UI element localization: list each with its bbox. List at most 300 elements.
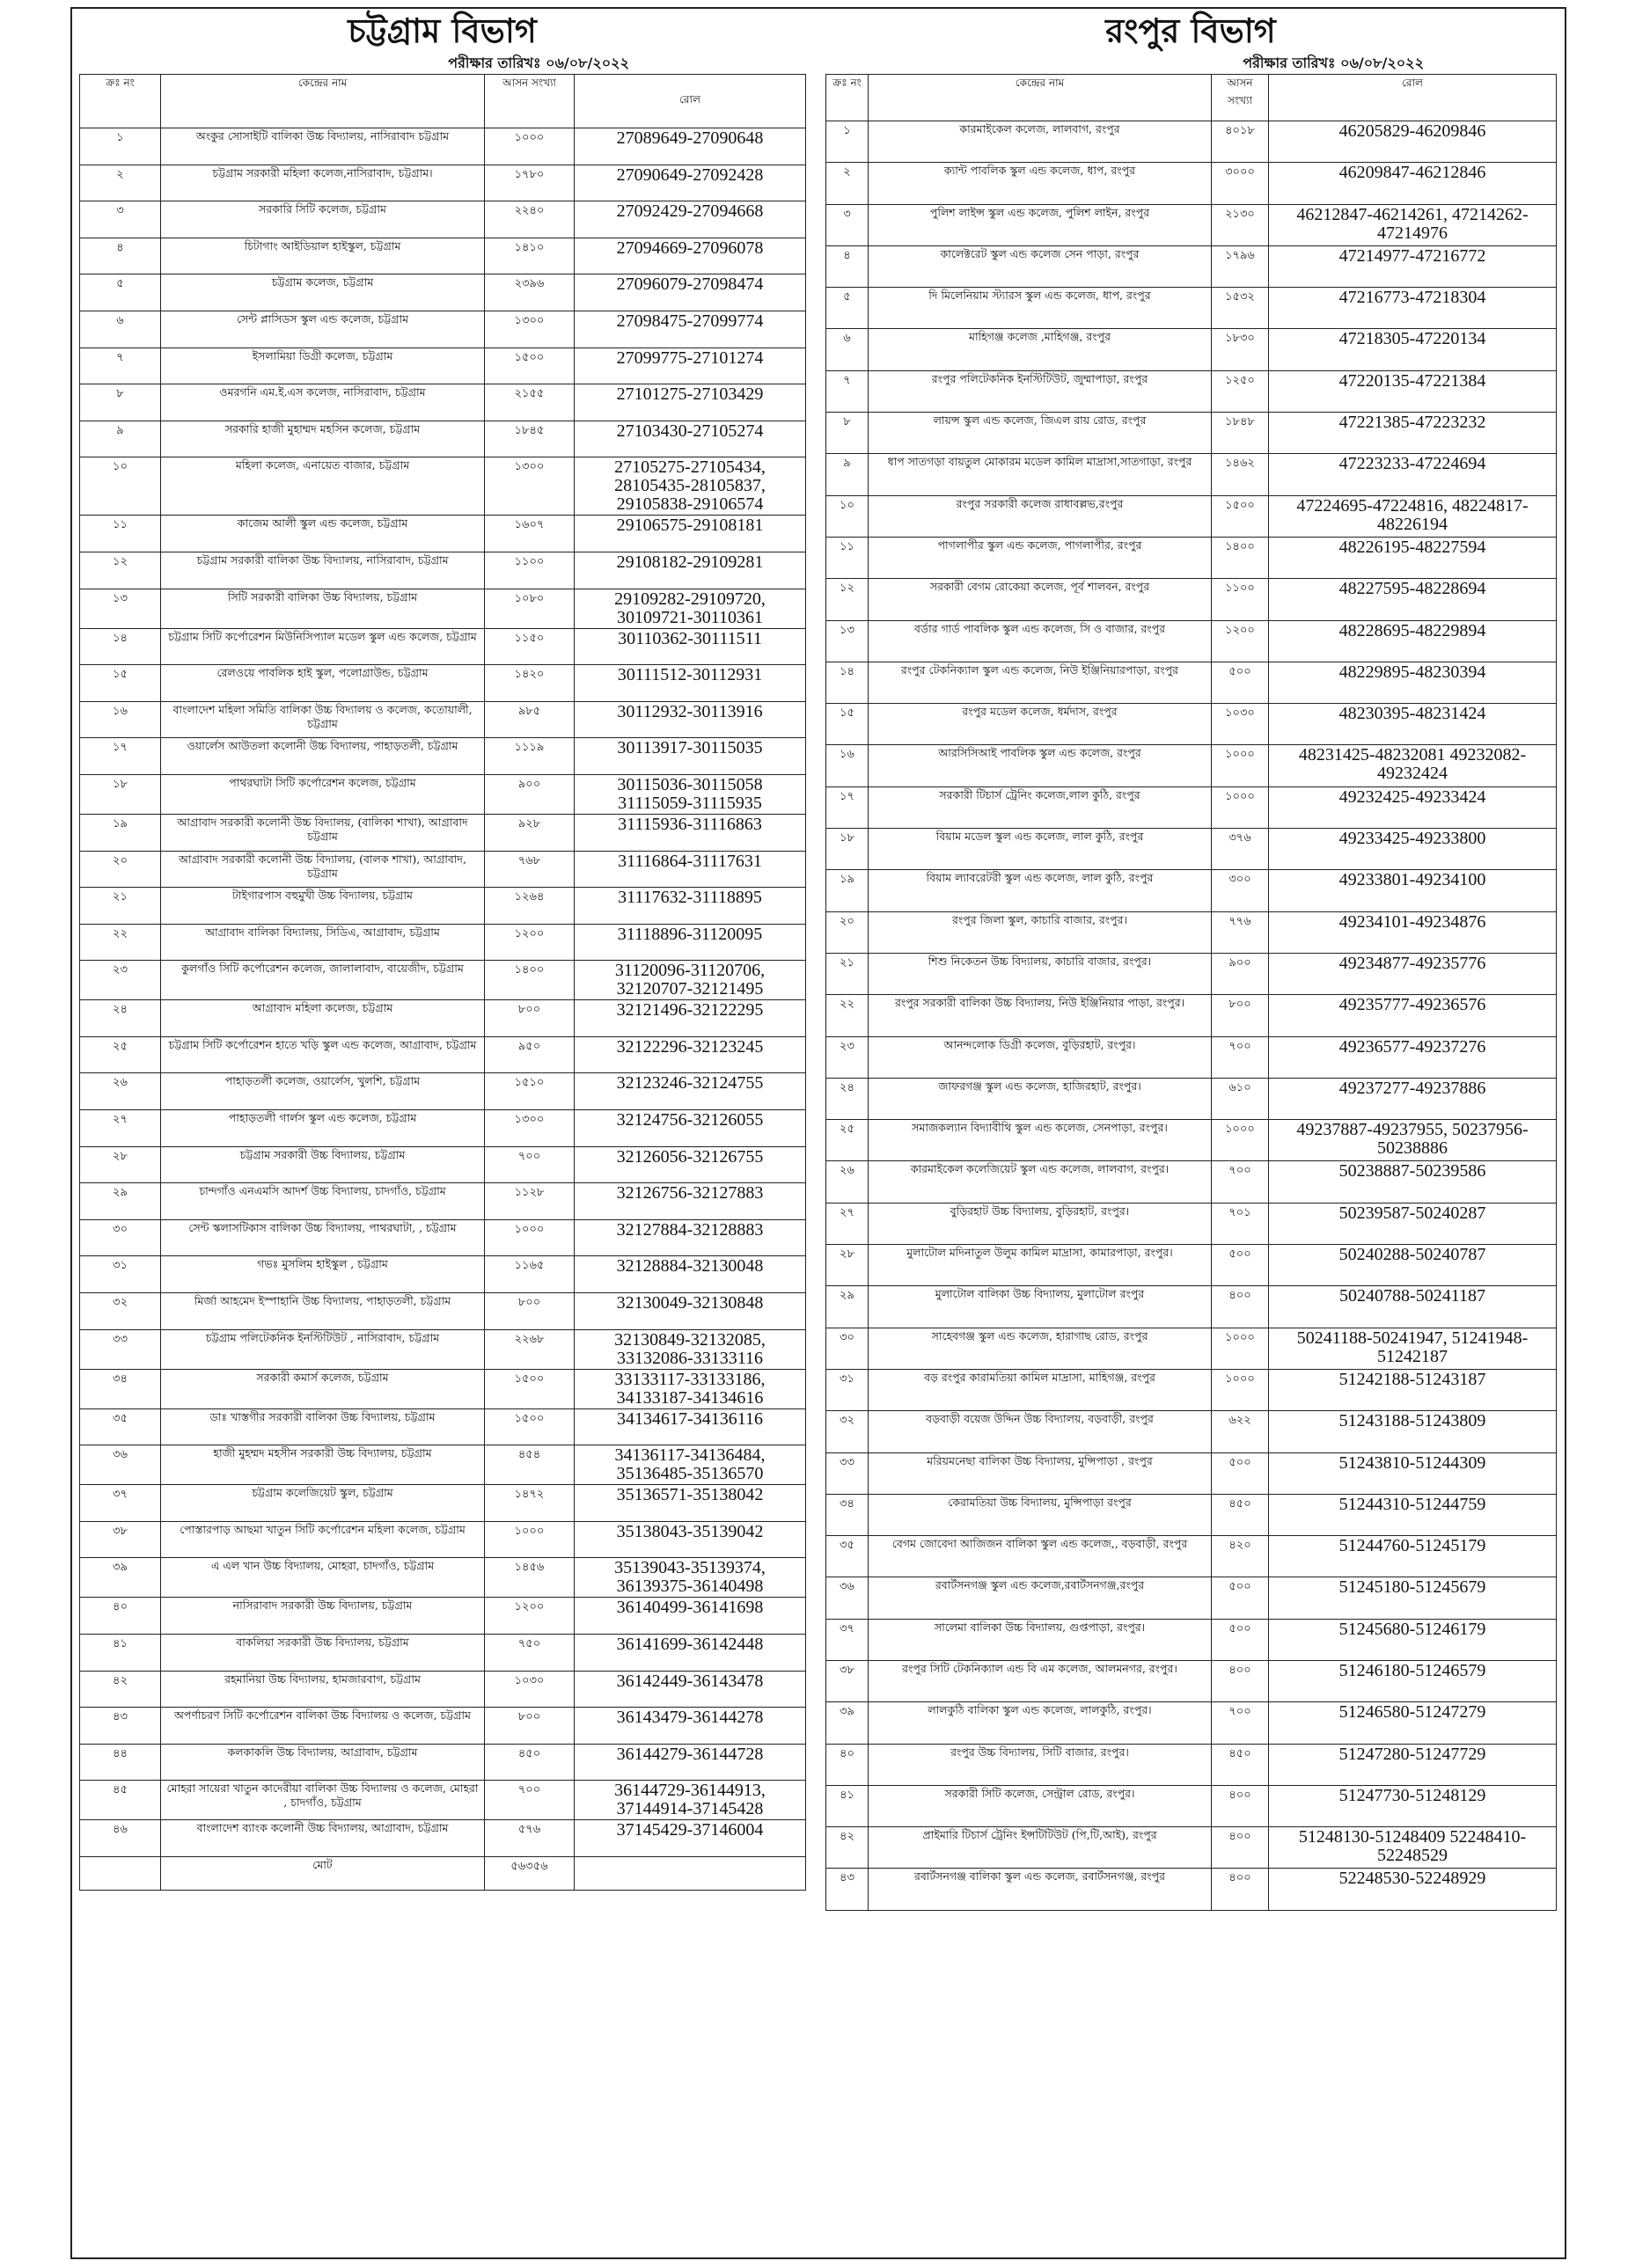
row-center-name: চট্টগ্রাম কলেজিয়েট স্কুল, চট্টগ্রাম	[161, 1485, 485, 1522]
row-sl: ৭	[826, 370, 869, 412]
row-sl: ৩০	[826, 1328, 869, 1369]
row-roll: 31120096-31120706, 32120707-32121495	[575, 961, 806, 1000]
row-roll: 49233425-49233800	[1269, 829, 1557, 870]
row-seats: ৪০০	[1212, 1869, 1269, 1910]
row-roll: 47221385-47223232	[1269, 413, 1557, 454]
row-seats: ১০৩০	[1212, 704, 1269, 745]
table-row	[826, 1744, 1557, 1785]
row-sl: ৪২	[80, 1671, 161, 1708]
table-row	[826, 1203, 1557, 1244]
row-sl: ৫	[826, 288, 869, 329]
row-roll: 29106575-29108181	[575, 516, 806, 552]
row-sl: ২	[826, 163, 869, 204]
table-row	[826, 911, 1557, 953]
row-sl: ৩	[80, 201, 161, 238]
table-header	[826, 75, 1557, 121]
row-center-name: রংপুর মডেল কলেজ, ধর্মদাস, রংপুর	[869, 704, 1212, 745]
row-sl: ২০	[826, 911, 869, 953]
table-row	[826, 1702, 1557, 1744]
row-center-name: রংপুর সিটি টেকনিক্যাল এন্ড বি এম কলেজ, আলমনগর, রংপুর।	[869, 1660, 1212, 1701]
row-center-name: বাকলিয়া সরকারী উচ্চ বিদ্যালয়, চট্টগ্রাম	[161, 1635, 485, 1672]
row-seats: ৪০০	[1212, 1827, 1269, 1869]
row-center-name: আগ্রাবাদ বালিকা বিদ্যালয়, সিডিএ, আগ্রাবাদ, চট্টগ্রাম	[161, 924, 485, 961]
row-seats: ১০৩০	[485, 1671, 575, 1708]
row-seats: ৭০০	[1212, 1161, 1269, 1203]
row-seats: ১০০০	[1212, 745, 1269, 786]
row-roll: 35138043-35139042	[575, 1521, 806, 1558]
row-roll: 27090649-27092428	[575, 165, 806, 201]
row-roll: 36142449-36143478	[575, 1671, 806, 1708]
row-sl: ৩৫	[80, 1408, 161, 1445]
row-center-name: বাংলাদেশ ব্যাংক কলোনী উচ্চ বিদ্যালয়, আগ্রাবাদ, চট্টগ্রাম	[161, 1820, 485, 1857]
row-roll: 37145429-37146004	[575, 1820, 806, 1857]
row-center-name: লায়ন্স স্কুল এন্ড কলেজ, জিএল রায় রোড, রংপুর	[869, 413, 1212, 454]
row-sl: ২৪	[80, 1000, 161, 1037]
table-row	[826, 662, 1557, 703]
row-seats: ১৫০০	[1212, 495, 1269, 537]
row-roll: 49233801-49234100	[1269, 870, 1557, 911]
row-center-name: চট্টগ্রাম পলিটেকনিক ইনস্টিটিউট , নাসিরাবাদ, চট্টগ্রাম	[161, 1329, 485, 1369]
row-sl: ১৯	[80, 814, 161, 851]
row-roll: 31116864-31117631	[575, 851, 806, 888]
row-sl: ৯	[826, 454, 869, 495]
row-center-name: আগ্রাবাদ মহিলা কলেজ, চট্টগ্রাম	[161, 1000, 485, 1037]
row-seats: ৫০০	[1212, 662, 1269, 703]
table-row	[826, 1078, 1557, 1119]
row-center-name: রংপুর উচ্চ বিদ্যালয়, সিটি বাজার, রংপুর।	[869, 1744, 1212, 1785]
row-center-name: বড় রংপুর কারামতিয়া কামিল মাদ্রাসা, মাহিগঞ্জ, রংপুর	[869, 1369, 1212, 1410]
header-name: কেন্দ্রের নাম	[161, 75, 485, 128]
row-seats: ১৩০০	[485, 1110, 575, 1147]
table-row	[80, 888, 806, 925]
row-seats: ১৫৩২	[1212, 288, 1269, 329]
row-seats: ৪৫০	[1212, 1494, 1269, 1535]
row-center-name: ওমরগনি এম.ই.এস কলেজ, নাসিরাবাদ, চট্টগ্রাম	[161, 384, 485, 421]
row-seats: ১২৫০	[1212, 370, 1269, 412]
row-roll: 51243188-51243809	[1269, 1411, 1557, 1452]
row-seats: ১৭৯৬	[1212, 245, 1269, 287]
row-seats: ৮০০	[1212, 995, 1269, 1036]
row-roll: 32130049-32130848	[575, 1293, 806, 1330]
row-roll: 48229895-48230394	[1269, 662, 1557, 703]
row-seats: ২১৫৫	[485, 384, 575, 421]
row-seats: ৮০০	[485, 1708, 575, 1745]
row-seats: ১৪৭২	[485, 1485, 575, 1522]
table-row	[826, 829, 1557, 870]
row-center-name: পাগলাপীর স্কুল এন্ড কলেজ, পাগলাপীর, রংপুর	[869, 537, 1212, 578]
row-roll: 36143479-36144278	[575, 1708, 806, 1745]
row-center-name: বিয়াম মডেল স্কুল এন্ড কলেজ, লাল কুঠি, রংপুর	[869, 829, 1212, 870]
row-sl: ১৯	[826, 870, 869, 911]
row-roll: 36140499-36141698	[575, 1598, 806, 1635]
row-roll: 34136117-34136484, 35136485-35136570	[575, 1445, 806, 1485]
row-roll: 32128884-32130048	[575, 1256, 806, 1293]
row-roll: 32126756-32127883	[575, 1183, 806, 1220]
row-seats: ১৪২০	[485, 665, 575, 702]
table-row	[826, 1660, 1557, 1701]
table-row	[80, 1369, 806, 1408]
row-center-name: ওয়ার্লেস আউতলা কলোনী উচ্চ বিদ্যালয়, পাহাড়তলী, চট্টগ্রাম	[161, 738, 485, 775]
row-sl: ৩৩	[80, 1329, 161, 1369]
row-center-name: চট্টগ্রাম সরকারী বালিকা উচ্চ বিদ্যালয়, নাসিরাবাদ, চট্টগ্রাম	[161, 552, 485, 589]
row-roll: 51248130-51248409 52248410-52248529	[1269, 1827, 1557, 1869]
row-center-name: রবার্টসনগঞ্জ স্কুল এন্ড কলেজ,রবার্টসনগঞ্জ,রংপুর	[869, 1577, 1212, 1619]
row-center-name: এ এল খান উচ্চ বিদ্যালয়, মোহরা, চাদগাঁও, চট্টগ্রাম	[161, 1558, 485, 1598]
table-row	[826, 1120, 1557, 1161]
row-center-name: আগ্রাবাদ সরকারী কলোনী উচ্চ বিদ্যালয়, (বালিকা শাখা), আগ্রাবাদ চট্টগ্রাম	[161, 814, 485, 851]
row-sl: ৩২	[80, 1293, 161, 1330]
row-sl: ৩৩	[826, 1452, 869, 1494]
row-sl: ৩৬	[826, 1577, 869, 1619]
table-row	[826, 745, 1557, 786]
row-seats: ৫০০	[1212, 1245, 1269, 1286]
table-row	[826, 786, 1557, 828]
table-row	[80, 1598, 806, 1635]
header-seats: আসন সংখ্যা	[485, 75, 575, 128]
row-seats: ৫০০	[1212, 1577, 1269, 1619]
row-center-name: আরসিসিআই পাবলিক স্কুল এন্ড কলেজ, রংপুর	[869, 745, 1212, 786]
row-roll: 47224695-47224816, 48224817-48226194	[1269, 495, 1557, 537]
row-roll: 50240288-50240787	[1269, 1245, 1557, 1286]
total-seats: ৫৬৩৫৬	[485, 1856, 575, 1890]
row-sl: ৪০	[80, 1598, 161, 1635]
row-seats: ৬২২	[1212, 1411, 1269, 1452]
row-center-name: হাজী মুহম্মদ মহসীন সরকারী উচ্চ বিদ্যালয়, চট্টগ্রাম	[161, 1445, 485, 1485]
row-sl: ১১	[826, 537, 869, 578]
row-roll: 32124756-32126055	[575, 1110, 806, 1147]
table-row	[826, 1827, 1557, 1869]
row-seats: ১২০০	[1212, 620, 1269, 662]
row-roll: 52248530-52248929	[1269, 1869, 1557, 1910]
row-roll: 49234101-49234876	[1269, 911, 1557, 953]
row-seats: ৭৭৬	[1212, 911, 1269, 953]
row-roll: 51246180-51246579	[1269, 1660, 1557, 1701]
row-seats: ১০০০	[485, 128, 575, 165]
row-roll: 50239587-50240287	[1269, 1203, 1557, 1244]
table-row	[80, 924, 806, 961]
row-roll: 50238887-50239586	[1269, 1161, 1557, 1203]
row-roll: 27089649-27090648	[575, 128, 806, 165]
row-roll: 48230395-48231424	[1269, 704, 1557, 745]
header-sl: ক্রঃ নং	[80, 75, 161, 128]
row-roll: 49237277-49237886	[1269, 1078, 1557, 1119]
table-row	[826, 454, 1557, 495]
table-row	[826, 1369, 1557, 1410]
row-center-name: নাসিরাবাদ সরকারী উচ্চ বিদ্যালয়, চট্টগ্রাম	[161, 1598, 485, 1635]
table-row	[80, 665, 806, 702]
center-table	[79, 74, 806, 1891]
row-sl: ১১	[80, 516, 161, 552]
table-row	[826, 995, 1557, 1036]
table-row	[826, 370, 1557, 412]
row-sl: ৩৮	[826, 1660, 869, 1701]
row-roll: 36141699-36142448	[575, 1635, 806, 1672]
row-center-name: ধাপ সাতগড়া বায়তুল মোকারম মডেল কামিল মাদ্রাসা,সাতগাড়া, রংপুর	[869, 454, 1212, 495]
row-roll: 32121496-32122295	[575, 1000, 806, 1037]
row-seats: ১০০০	[1212, 1369, 1269, 1410]
row-sl: ৭	[80, 348, 161, 384]
row-center-name: কারমাইকেল কলেজিয়েট স্কুল এন্ড কলেজ, লালবাগ, রংপুর।	[869, 1161, 1212, 1203]
row-sl: ৩৭	[826, 1619, 869, 1660]
row-center-name: মহিলা কলেজ, এনায়েত বাজার, চট্টগ্রাম	[161, 457, 485, 516]
row-roll: 31115936-31116863	[575, 814, 806, 851]
row-roll: 29108182-29109281	[575, 552, 806, 589]
table-row	[826, 1328, 1557, 1369]
row-sl: ১০	[826, 495, 869, 537]
table-row	[80, 961, 806, 1000]
header-seats: আসন সংখ্যা	[1212, 75, 1269, 121]
table-row	[80, 348, 806, 384]
table-row	[80, 738, 806, 775]
row-center-name: রংপুর সরকারী বালিকা উচ্চ বিদ্যালয়, নিউ ইঞ্জিনিয়ার পাড়া, রংপুর।	[869, 995, 1212, 1036]
row-roll: 51245680-51246179	[1269, 1619, 1557, 1660]
row-center-name: জাফরগঞ্জ স্কুল এন্ড কলেজ, হাজিরহাট, রংপুর।	[869, 1078, 1212, 1119]
row-seats: ২২৪০	[485, 201, 575, 238]
row-center-name: আনন্দলোক ডিগ্রী কলেজ, বুড়িরহাট, রংপুর।	[869, 1036, 1212, 1078]
table-row	[80, 701, 806, 738]
row-seats: ৯০০	[1212, 953, 1269, 994]
row-sl: ৮	[826, 413, 869, 454]
section-title: রংপুর বিভাগ	[1105, 11, 1276, 50]
row-seats: ১৮৪৫	[485, 421, 575, 457]
row-sl: ৮	[80, 384, 161, 421]
table-row	[826, 537, 1557, 578]
table-row	[80, 552, 806, 589]
row-seats: ১৮৪৮	[1212, 413, 1269, 454]
row-roll: 48227595-48228694	[1269, 579, 1557, 620]
row-center-name: রংপুর সরকারী কলেজ রাধাবল্লভ,রংপুর	[869, 495, 1212, 537]
row-center-name: সরকারী সিটি কলেজ, সেন্ট্রাল রোড, রংপুর।	[869, 1785, 1212, 1826]
row-roll: 51244310-51244759	[1269, 1494, 1557, 1535]
row-roll: 47214977-47216772	[1269, 245, 1557, 287]
row-roll: 34134617-34136116	[575, 1408, 806, 1445]
table-row	[826, 1411, 1557, 1452]
table-row	[826, 495, 1557, 537]
row-sl: ৬	[826, 329, 869, 370]
row-roll: 35136571-35138042	[575, 1485, 806, 1522]
row-seats: ৮০০	[485, 1000, 575, 1037]
row-seats: ২৩৯৬	[485, 274, 575, 311]
table-row	[80, 1708, 806, 1745]
row-roll: 51242188-51243187	[1269, 1369, 1557, 1410]
row-sl: ৪৪	[80, 1744, 161, 1781]
row-sl: ১৭	[826, 786, 869, 828]
row-center-name: কারমাইকেল কলেজ, লালবাগ, রংপুর	[869, 121, 1212, 163]
row-center-name: সাহেবগঞ্জ স্কুল এন্ড কলেজ, হারাগাছ রোড, রংপুর	[869, 1328, 1212, 1369]
table-row	[80, 311, 806, 348]
row-center-name: মরিয়মনেছা বালিকা উচ্চ বিদ্যালয়, মুন্সিপাড়া , রংপুর	[869, 1452, 1212, 1494]
row-seats: ১৫০০	[485, 1369, 575, 1408]
row-center-name: পোস্তারপাড় আছমা খাতুন সিটি কর্পোরেশন মহিলা কলেজ, চট্টগ্রাম	[161, 1521, 485, 1558]
row-sl: ২৬	[826, 1161, 869, 1203]
table-body	[80, 128, 806, 1857]
row-center-name: চট্টগ্রাম সরকারী উচ্চ বিদ্যালয়, চট্টগ্রাম	[161, 1146, 485, 1183]
row-sl: ১৩	[826, 620, 869, 662]
table-row	[80, 1183, 806, 1220]
row-sl: ৩৪	[80, 1369, 161, 1408]
row-roll: 51247730-51248129	[1269, 1785, 1557, 1826]
row-seats: ৭০০	[1212, 1036, 1269, 1078]
row-sl: ৪০	[826, 1744, 869, 1785]
row-seats: ১১২৮	[485, 1183, 575, 1220]
row-roll: 47223233-47224694	[1269, 454, 1557, 495]
row-center-name: রহমানিয়া উচ্চ বিদ্যালয়, হামজারবাগ, চট্টগ্রাম	[161, 1671, 485, 1708]
row-roll: 46209847-46212846	[1269, 163, 1557, 204]
row-center-name: রংপুর টেকনিক্যাল স্কুল এন্ড কলেজ, নিউ ইঞ্জিনিয়ারপাড়া, রংপুর	[869, 662, 1212, 703]
row-sl: ৪৩	[80, 1708, 161, 1745]
row-sl: ১৩	[80, 589, 161, 628]
row-sl: ৩১	[826, 1369, 869, 1410]
row-roll: 32127884-32128883	[575, 1219, 806, 1256]
row-center-name: অপর্ণাচরণ সিটি কর্পোরেশন বালিকা উচ্চ বিদ্যালয় ও কলেজ, চট্টগ্রাম	[161, 1708, 485, 1745]
row-seats: ১০০০	[1212, 1120, 1269, 1161]
row-center-name: রবার্টসনগঞ্জ বালিকা স্কুল এন্ড কলেজ, রবার্টসনগঞ্জ, রংপুর	[869, 1869, 1212, 1910]
table-row	[80, 421, 806, 457]
row-roll: 31117632-31118895	[575, 888, 806, 925]
row-roll: 51243810-51244309	[1269, 1452, 1557, 1494]
row-seats: ৪০০	[1212, 1660, 1269, 1701]
row-center-name: ক্যান্ট পাবলিক স্কুল এন্ড কলেজ, ধাপ, রংপুর	[869, 163, 1212, 204]
header-roll: রোল	[575, 75, 806, 128]
row-roll: 50240788-50241187	[1269, 1286, 1557, 1328]
row-center-name: চট্টগ্রাম সরকারী মহিলা কলেজ,নাসিরাবাদ, চট্টগ্রাম।	[161, 165, 485, 201]
row-center-name: মাহিগঞ্জ কলেজ ,মাহিগঞ্জ, রংপুর	[869, 329, 1212, 370]
row-roll: 36144279-36144728	[575, 1744, 806, 1781]
row-seats: ১২০০	[485, 1598, 575, 1635]
row-roll: 27092429-27094668	[575, 201, 806, 238]
row-sl: ১২	[826, 579, 869, 620]
table-row	[826, 1286, 1557, 1328]
row-seats: ১৫১০	[485, 1073, 575, 1110]
table-row	[826, 1869, 1557, 1910]
row-sl: ৪	[826, 245, 869, 287]
row-roll: 46212847-46214261, 47214262-47214976	[1269, 204, 1557, 245]
row-sl: ২৭	[826, 1203, 869, 1244]
row-roll: 30112932-30113916	[575, 701, 806, 738]
row-sl: ২৯	[826, 1286, 869, 1328]
table-row	[826, 1536, 1557, 1577]
row-sl: ৯	[80, 421, 161, 457]
row-sl: ৩	[826, 204, 869, 245]
row-sl: ১৪	[80, 628, 161, 665]
row-center-name: পাহাড়তলী গার্লস স্কুল এন্ড কলেজ, চট্টগ্রাম	[161, 1110, 485, 1147]
exam-date: পরীক্ষার তারিখঃ ০৬/০৮/২০২২	[448, 55, 629, 71]
row-seats: ১৪০০	[485, 961, 575, 1000]
row-sl: ১৪	[826, 662, 869, 703]
row-center-name: চট্টগ্রাম কলেজ, চট্টগ্রাম	[161, 274, 485, 311]
table-row	[80, 1445, 806, 1485]
row-center-name: চট্টগ্রাম সিটি কর্পোরেশন মিউনিসিপ্যাল মডেল স্কুল এন্ড কলেজ, চট্টগ্রাম	[161, 628, 485, 665]
row-seats: ১৫০০	[485, 348, 575, 384]
row-seats: ১১৬৫	[485, 1256, 575, 1293]
row-sl: ২২	[80, 924, 161, 961]
row-roll: 30113917-30115035	[575, 738, 806, 775]
row-roll: 51247280-51247729	[1269, 1744, 1557, 1785]
row-sl: ১৮	[826, 829, 869, 870]
header-name: কেন্দ্রের নাম	[869, 75, 1212, 121]
table-row	[80, 128, 806, 165]
row-roll: 47218305-47220134	[1269, 329, 1557, 370]
row-seats: ১৬০৭	[485, 516, 575, 552]
row-seats: ৭০০	[485, 1781, 575, 1820]
row-center-name: মোহরা সায়েরা খাতুন কাদেরীয়া বালিকা উচ্চ বিদ্যালয় ও কলেজ, মোহরা , চাদগাঁও, চট্টগ্রাম	[161, 1781, 485, 1820]
row-sl: ৩৯	[80, 1558, 161, 1598]
header-sl: ক্রঃ নং	[826, 75, 869, 121]
table-row	[80, 1293, 806, 1330]
row-sl: ১৬	[826, 745, 869, 786]
row-sl: ২৯	[80, 1183, 161, 1220]
row-roll: 48228695-48229894	[1269, 620, 1557, 662]
row-roll: 27099775-27101274	[575, 348, 806, 384]
row-seats: ৩০০	[1212, 870, 1269, 911]
row-center-name: প্রাইমারি টিচার্স ট্রেনিং ইন্সটিটিউট (পি,টি,আই), রংপুর	[869, 1827, 1212, 1869]
row-sl: ৪	[80, 238, 161, 274]
row-sl: ৩২	[826, 1411, 869, 1452]
row-seats: ১২৬৪	[485, 888, 575, 925]
table-row	[80, 1558, 806, 1598]
row-center-name: সিটি সরকারী বালিকা উচ্চ বিদ্যালয়, চট্টগ্রাম	[161, 589, 485, 628]
row-center-name: সরকারী বেগম রোকেয়া কলেজ, পূর্ব শালবন, রংপুর	[869, 579, 1212, 620]
row-roll: 36144729-36144913, 37144914-37145428	[575, 1781, 806, 1820]
row-seats: ৩০০০	[1212, 163, 1269, 204]
row-sl: ৪১	[80, 1635, 161, 1672]
row-sl: ২৮	[826, 1245, 869, 1286]
row-center-name: সরকারী টিচার্স ট্রেনিং কলেজ,লাল কুঠি, রংপুর	[869, 786, 1212, 828]
row-seats: ১০০০	[485, 1521, 575, 1558]
row-seats: ৯২৮	[485, 814, 575, 851]
row-seats: ১৭৮০	[485, 165, 575, 201]
table-row	[80, 1820, 806, 1857]
table-row	[80, 384, 806, 421]
table-row	[80, 1036, 806, 1073]
table-row	[80, 1635, 806, 1672]
row-roll: 47220135-47221384	[1269, 370, 1557, 412]
row-center-name: দি মিলেনিয়াম স্ট্যারস স্কুল এন্ড কলেজ, ধাপ, রংপুর	[869, 288, 1212, 329]
row-sl: ৬	[80, 311, 161, 348]
row-roll: 32126056-32126755	[575, 1146, 806, 1183]
row-sl: ৪১	[826, 1785, 869, 1826]
row-seats: ১৩০০	[485, 311, 575, 348]
table-row	[826, 413, 1557, 454]
row-sl: ১৬	[80, 701, 161, 738]
table-body	[826, 121, 1557, 1911]
row-center-name: ডাঃ খাস্তগীর সরকারী বালিকা উচ্চ বিদ্যালয়, চট্টগ্রাম	[161, 1408, 485, 1445]
row-sl: ৩৭	[80, 1485, 161, 1522]
row-sl: ২৬	[80, 1073, 161, 1110]
row-roll: 29109282-29109720, 30109721-30110361	[575, 589, 806, 628]
center-table	[825, 74, 1557, 1911]
table-row	[826, 121, 1557, 163]
table-row	[80, 201, 806, 238]
row-center-name: কলকাকলি উচ্চ বিদ্যালয়, আগ্রাবাদ, চট্টগ্রাম	[161, 1744, 485, 1781]
row-center-name: বাংলাদেশ মহিলা সমিতি বালিকা উচ্চ বিদ্যালয় ও কলেজ, কতোয়ালী, চট্টগ্রাম	[161, 701, 485, 738]
row-seats: ১১১৯	[485, 738, 575, 775]
row-seats: ৭০১	[1212, 1203, 1269, 1244]
row-seats: ১০০০	[1212, 786, 1269, 828]
row-sl: ২১	[826, 953, 869, 994]
table-row	[80, 1073, 806, 1110]
row-sl: ২৪	[826, 1078, 869, 1119]
row-center-name: কাজেম আলী স্কুল এন্ড কলেজ, চট্টগ্রাম	[161, 516, 485, 552]
table-row	[80, 814, 806, 851]
table-header	[80, 75, 806, 128]
row-center-name: আগ্রাবাদ সরকারী কলোনী উচ্চ বিদ্যালয়, (বালক শাখা), আগ্রাবাদ, চট্টগ্রাম	[161, 851, 485, 888]
row-seats: ৯৫০	[485, 1036, 575, 1073]
row-sl: ১৫	[826, 704, 869, 745]
row-seats: ১০০০	[1212, 1328, 1269, 1369]
table-row	[826, 1161, 1557, 1203]
table-row	[80, 1146, 806, 1183]
